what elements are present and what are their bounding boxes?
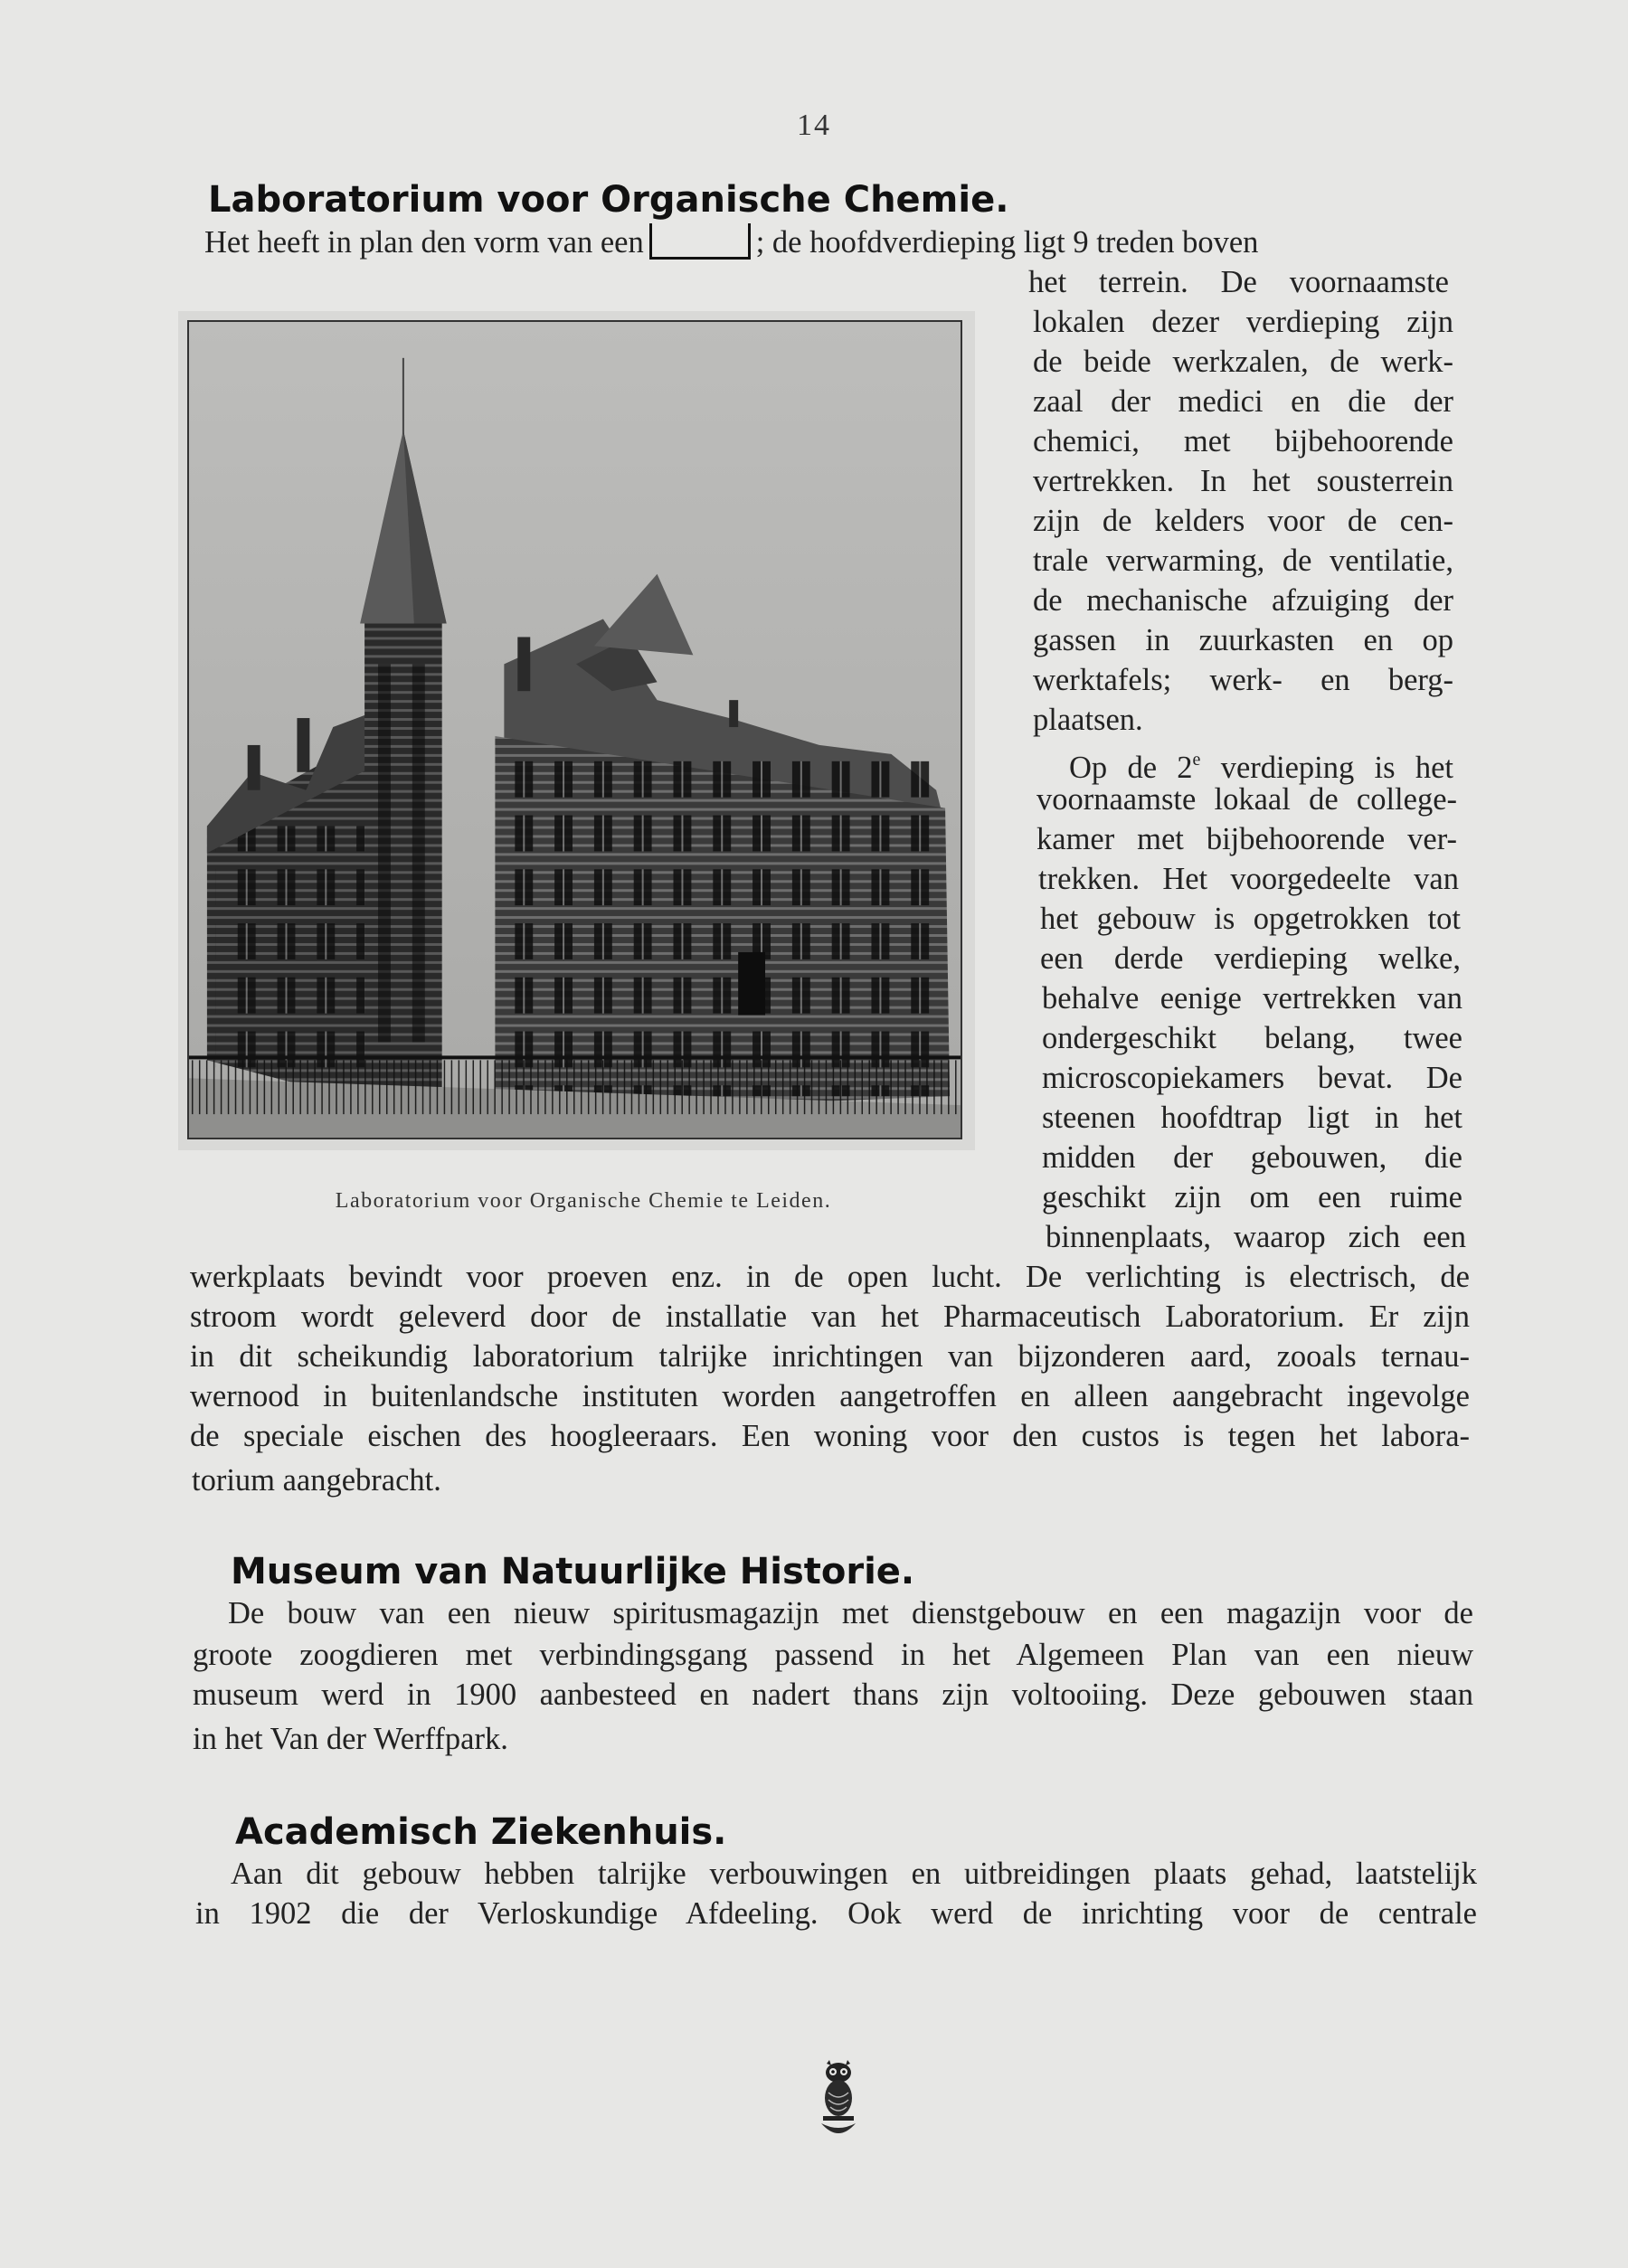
para2-rest: verdieping is het: [1200, 751, 1453, 785]
text-line: wernood in buitenlandsche instituten worden aangetroffen en alleen aangebracht ingevolge: [190, 1379, 1470, 1413]
lab-intro-text-b: ; de hoofdverdieping ligt 9 treden boven: [755, 225, 1259, 260]
lab-intro-text-a: Het heeft in plan den vorm van een: [204, 225, 644, 260]
text-line: de mechanische afzuiging der: [1033, 583, 1453, 618]
text-line: zijn de kelders voor de cen-: [1033, 504, 1453, 538]
text-line: steenen hoofdtrap ligt in het: [1042, 1101, 1462, 1135]
para2-start: Op de 2: [1069, 751, 1193, 785]
section-heading-laboratory: Laboratorium voor Organische Chemie.: [208, 179, 1009, 221]
text-line: in 1902 die der Verloskundige Afdeeling. Ook werd de inrichting voor de centrale: [195, 1896, 1477, 1931]
text-line: het gebouw is opgetrokken tot: [1040, 902, 1461, 936]
superscript: e: [1192, 750, 1201, 770]
text-line: de speciale eischen des hoogleeraars. Een woning voor den custos is tegen het labora-: [190, 1419, 1470, 1453]
text-line: gassen in zuurkasten en op: [1033, 623, 1453, 657]
text-line: trekken. Het voorgedeelte van: [1038, 862, 1459, 896]
text-line: werkplaats bevindt voor proeven enz. in de open lucht. De verlichting is electrisch, de: [190, 1260, 1470, 1294]
section-heading-museum: Museum van Natuurlijke Historie.: [231, 1551, 915, 1592]
text-line: De bouw van een nieuw spiritusmagazijn met dienstgebouw en een magazijn voor de: [228, 1596, 1473, 1630]
text-line: midden der gebouwen, die: [1042, 1140, 1462, 1175]
text-line: zaal der medici en die der: [1033, 384, 1453, 419]
text-line: museum werd in 1900 aanbesteed en nadert thans zijn voltooiing. Deze gebouwen staan: [193, 1677, 1473, 1712]
text-line: de beide werkzalen, de werk-: [1033, 345, 1453, 379]
figure-caption: Laboratorium voor Organische Chemie te Leiden.: [335, 1189, 832, 1213]
section-heading-hospital: Academisch Ziekenhuis.: [235, 1811, 727, 1853]
text-line: in dit scheikundig laboratorium talrijke inrichtingen van bijzonderen aard, zooals ternau-: [190, 1339, 1470, 1374]
text-line: vertrekken. In het sousterrein: [1033, 464, 1453, 498]
text-line: chemici, met bijbehoorende: [1033, 424, 1453, 458]
text-line: lokalen dezer verdieping zijn: [1033, 305, 1453, 339]
page-number: 14: [797, 109, 831, 142]
text-line: groote zoogdieren met verbindingsgang passend in het Algemeen Plan van een nieuw: [193, 1638, 1473, 1672]
text-line: trale verwarming, de ventilatie,: [1033, 543, 1453, 578]
text-line: microscopiekamers bevat. De: [1042, 1061, 1462, 1095]
laboratory-building-photo: [187, 320, 962, 1139]
text-line: een derde verdieping welke,: [1040, 941, 1461, 976]
owl-emblem-icon: [816, 2060, 861, 2143]
u-shaped-plan-icon: [649, 223, 751, 260]
text-line: kamer met bijbehoorende ver-: [1036, 822, 1457, 856]
text-line: behalve eenige vertrekken van: [1042, 981, 1462, 1016]
text-line: het terrein. De voornaamste: [1028, 265, 1449, 299]
text-line: plaatsen.: [1033, 703, 1143, 737]
text-line: werktafels; werk- en berg-: [1033, 663, 1453, 697]
figure-frame: [178, 311, 975, 1150]
text-line: Aan dit gebouw hebben talrijke verbouwingen en uitbreidingen plaats gehad, laatstelijk: [231, 1857, 1477, 1891]
text-line: geschikt zijn om een ruime: [1042, 1180, 1462, 1214]
lab-intro-line: [204, 222, 1449, 262]
text-line: in het Van der Werffpark.: [193, 1722, 508, 1756]
text-line: stroom wordt geleverd door de installatie van het Pharmaceutisch Laboratorium. Er zijn: [190, 1299, 1470, 1334]
text-line: torium aangebracht.: [192, 1463, 441, 1498]
text-line: ondergeschikt belang, twee: [1042, 1021, 1462, 1055]
text-line: voornaamste lokaal de college-: [1036, 782, 1457, 817]
text-line: binnenplaats, waarop zich een: [1046, 1220, 1466, 1254]
